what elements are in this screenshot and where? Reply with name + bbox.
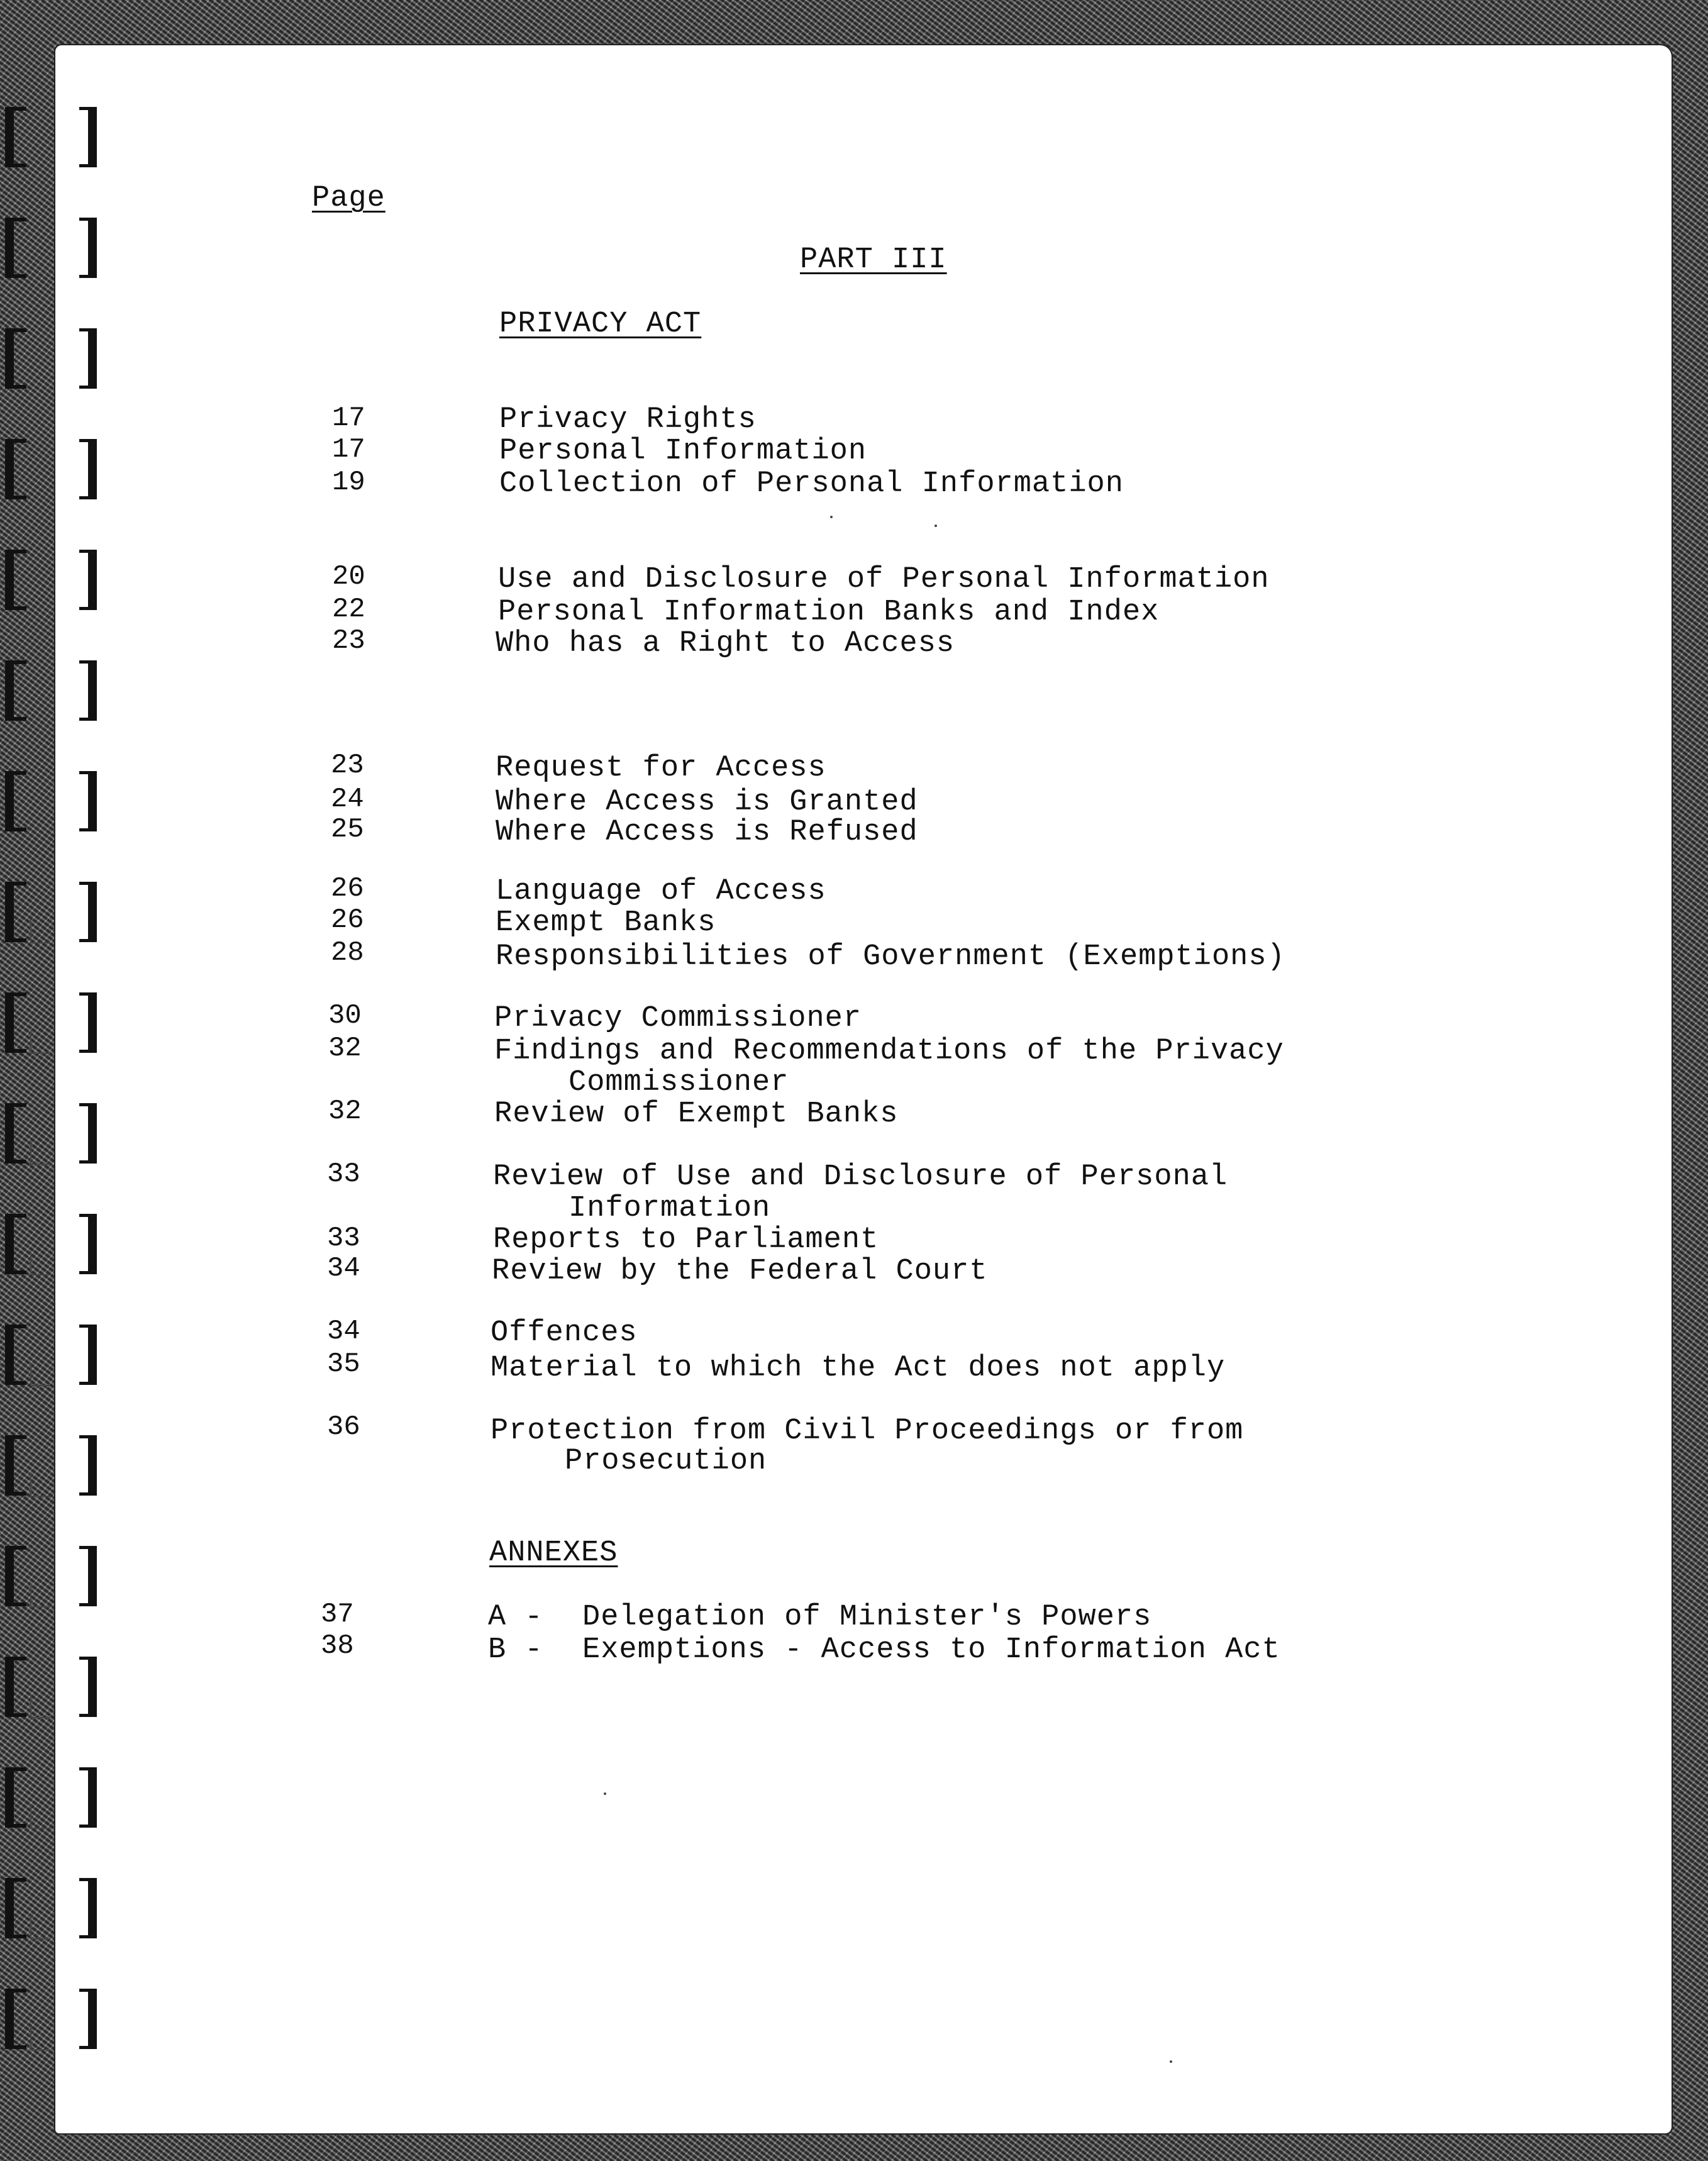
- binding-ring-left: [5, 1546, 26, 1606]
- scan-speck: [830, 516, 833, 518]
- binding-ring: [5, 328, 106, 389]
- entry-page-number: 30: [328, 1000, 362, 1031]
- entry-title: Responsibilities of Government (Exemptions): [496, 940, 1285, 974]
- binding-ring-right: [79, 107, 97, 167]
- binding-ring-right: [79, 1878, 97, 1938]
- entry-page-number: 28: [331, 937, 364, 969]
- binding-ring-left: [5, 1103, 26, 1164]
- entry-title: Review of Use and Disclosure of Personal: [493, 1160, 1228, 1194]
- binding-ring-right: [79, 1767, 97, 1828]
- entry-title: Language of Access: [496, 875, 826, 908]
- binding-ring-right: [79, 992, 97, 1053]
- entry-page-number: 36: [327, 1411, 360, 1443]
- annex-title: Exemptions - Access to Information Act: [582, 1633, 1280, 1667]
- binding-ring: [5, 550, 106, 610]
- binding-wire: [30, 919, 50, 943]
- page-column-label: Page: [312, 182, 385, 215]
- binding-ring-right: [79, 1103, 97, 1164]
- scan-speck: [1170, 2060, 1172, 2063]
- binding-ring-left: [5, 1657, 26, 1717]
- section-title: PRIVACY ACT: [499, 308, 702, 341]
- entry-title-continuation: Prosecution: [565, 1445, 767, 1478]
- entry-page-number: 32: [328, 1096, 362, 1127]
- annexes-heading: ANNEXES: [489, 1536, 618, 1570]
- entry-page-number: 25: [331, 814, 364, 845]
- scan-speck: [604, 1792, 606, 1795]
- binding-ring-left: [5, 550, 26, 610]
- binding-ring-left: [5, 328, 26, 389]
- entry-title: Where Access is Refused: [496, 816, 918, 849]
- binding-ring-left: [5, 1878, 26, 1938]
- entry-title: Review by the Federal Court: [492, 1255, 988, 1288]
- binding-ring: [5, 1435, 106, 1496]
- binding-wire: [30, 1805, 50, 1829]
- binding-wire: [30, 1584, 50, 1608]
- entry-title: Where Access is Granted: [496, 786, 918, 819]
- binding-ring-right: [79, 1989, 97, 2049]
- binding-ring-right: [79, 1214, 97, 1274]
- entry-title: Exempt Banks: [496, 906, 716, 940]
- entry-title: Protection from Civil Proceedings or from: [491, 1414, 1244, 1448]
- binding-ring-right: [79, 1546, 97, 1606]
- binding-ring: [5, 107, 106, 167]
- annex-letter: A -: [488, 1601, 543, 1634]
- binding-ring: [5, 1103, 106, 1164]
- entry-title: Findings and Recommendations of the Privacy: [494, 1035, 1284, 1068]
- binding-wire: [30, 1694, 50, 1718]
- annex-letter: B -: [488, 1633, 543, 1667]
- binding-ring: [5, 218, 106, 278]
- annex-title: Delegation of Minister's Powers: [582, 1601, 1152, 1634]
- entry-title: Request for Access: [496, 752, 826, 785]
- binding-ring-right: [79, 1435, 97, 1496]
- binding-wire: [30, 1030, 50, 1054]
- document-page: [55, 45, 1672, 2133]
- binding-ring: [5, 439, 106, 499]
- binding-ring: [5, 992, 106, 1053]
- binding-ring-right: [79, 328, 97, 389]
- binding-ring: [5, 771, 106, 831]
- entry-page-number: 24: [331, 784, 364, 815]
- binding-ring-left: [5, 1214, 26, 1274]
- annex-page-number: 38: [321, 1630, 354, 1662]
- binding-ring-right: [79, 1657, 97, 1717]
- entry-page-number: 20: [332, 561, 365, 592]
- binding-ring-left: [5, 660, 26, 721]
- entry-page-number: 33: [327, 1223, 360, 1254]
- binding-ring: [5, 1214, 106, 1274]
- entry-title: Review of Exempt Banks: [494, 1097, 899, 1131]
- entry-page-number: 17: [332, 403, 365, 434]
- binding-wire: [30, 1252, 50, 1275]
- binding-ring-right: [79, 439, 97, 499]
- entry-title: Use and Disclosure of Personal Information: [498, 563, 1270, 596]
- binding-ring-left: [5, 218, 26, 278]
- binding-ring-left: [5, 1435, 26, 1496]
- entry-title: Privacy Commissioner: [494, 1002, 862, 1035]
- binding-wire: [30, 1473, 50, 1497]
- binding-wire: [30, 2026, 50, 2050]
- binding-ring: [5, 1878, 106, 1938]
- binding-ring: [5, 1767, 106, 1828]
- entry-page-number: 26: [331, 873, 364, 904]
- binding-ring-left: [5, 1989, 26, 2049]
- binding-ring-right: [79, 771, 97, 831]
- entry-page-number: 26: [331, 904, 364, 936]
- binding-ring: [5, 1325, 106, 1385]
- entry-title: Privacy Rights: [499, 403, 757, 436]
- entry-title: Collection of Personal Information: [499, 467, 1124, 501]
- entry-page-number: 33: [327, 1158, 360, 1190]
- binding-ring-right: [79, 218, 97, 278]
- entry-title: Reports to Parliament: [493, 1223, 879, 1257]
- entry-title: Who has a Right to Access: [496, 627, 955, 660]
- spiral-binding: [0, 88, 119, 2101]
- binding-ring: [5, 1546, 106, 1606]
- entry-page-number: 17: [332, 434, 365, 465]
- part-title: PART III: [800, 243, 947, 277]
- entry-title: Offences: [491, 1316, 638, 1350]
- binding-ring: [5, 1657, 106, 1717]
- entry-title-continuation: Information: [568, 1192, 771, 1225]
- entry-title: Personal Information: [499, 435, 867, 468]
- binding-ring-left: [5, 439, 26, 499]
- binding-ring-left: [5, 107, 26, 167]
- binding-ring-left: [5, 1325, 26, 1385]
- scan-speck: [934, 525, 937, 527]
- entry-page-number: 34: [327, 1253, 360, 1284]
- entry-title: Material to which the Act does not apply: [491, 1352, 1226, 1385]
- entry-page-number: 34: [327, 1316, 360, 1347]
- entry-page-number: 19: [332, 467, 365, 498]
- entry-page-number: 22: [332, 594, 365, 625]
- binding-ring-left: [5, 882, 26, 942]
- entry-page-number: 35: [327, 1348, 360, 1380]
- binding-wire: [30, 1916, 50, 1940]
- entry-page-number: 23: [331, 750, 364, 781]
- binding-ring: [5, 882, 106, 942]
- binding-ring: [5, 660, 106, 721]
- entry-title-continuation: Commissioner: [568, 1066, 789, 1099]
- binding-ring-left: [5, 1767, 26, 1828]
- binding-ring-left: [5, 992, 26, 1053]
- binding-ring-right: [79, 882, 97, 942]
- binding-wire: [30, 1362, 50, 1386]
- annex-page-number: 37: [321, 1599, 354, 1630]
- binding-ring: [5, 1989, 106, 2049]
- entry-page-number: 32: [328, 1033, 362, 1064]
- binding-ring-right: [79, 1325, 97, 1385]
- entry-page-number: 23: [332, 625, 365, 657]
- binding-ring-left: [5, 771, 26, 831]
- binding-ring-right: [79, 550, 97, 610]
- binding-wire: [30, 1141, 50, 1165]
- entry-title: Personal Information Banks and Index: [498, 596, 1160, 629]
- binding-ring-right: [79, 660, 97, 721]
